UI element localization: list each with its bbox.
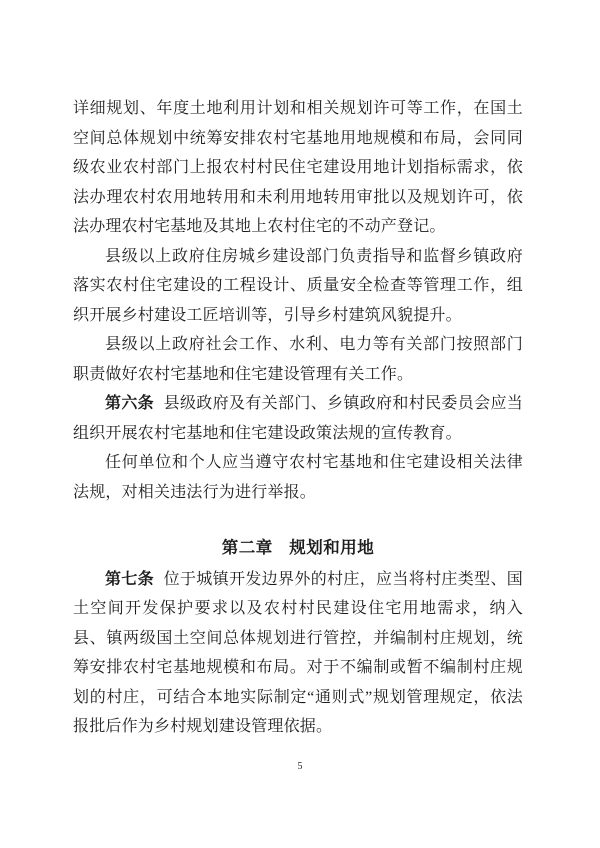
page-number: 5: [297, 761, 303, 772]
paragraph-article-7: [73, 565, 523, 742]
paragraph-continuation: 详细规划、年度土地利用计划和相关规划许可等工作，在国土空间总体规划中统筹安排农村宅基地用地规模和布局，会同同级农业农村部门上报农村村民住宅建设用地计划指标需求，依法办理农村农用地转用和未利用地转用审批以及规划许可，依法办理农村宅基地及其地上农村住宅的不动产登记。: [73, 100, 523, 235]
paragraph-reporting: 任何单位和个人应当遵守农村宅基地和住宅建设相关法律法规，对相关违法行为进行举报。: [73, 454, 523, 501]
article-6-label: 第六条: [105, 395, 155, 412]
chapter-heading: [73, 533, 523, 563]
document-body: [73, 94, 523, 742]
article-6-text: 县级政府及有关部门、乡镇政府和村民委员会应当组织开展农村宅基地和住宅建设政策法规的宣传教育。: [73, 395, 523, 442]
paragraph-other-depts: 县级以上政府社会工作、水利、电力等有关部门按照部门职责做好农村宅基地和住宅建设管理有关工作。: [73, 336, 523, 383]
paragraph-housing-dept: 县级以上政府住房城乡建设部门负责指导和监督乡镇政府落实农村住宅建设的工程设计、质量安全检查等管理工作，组织开展乡村建设工匠培训等，引导乡村建筑风貌提升。: [73, 247, 523, 324]
paragraph-article-6: [73, 389, 523, 448]
chapter-number: 第二章: [221, 538, 273, 557]
article-7-text: 位于城镇开发边界外的村庄，应当将村庄类型、国土空间开发保护要求以及农村村民建设住宅用地需求，纳入县、镇两级国土空间总体规划进行管控，并编制村庄规划，统筹安排农村宅基地规模和布局。对于不编制或暂不编制村庄规划的村庄，可结合本地实际制定“通则式”规划管理规定，依法报批后作为乡村规划建设管理依据。: [73, 570, 523, 735]
chapter-title: 规划和用地: [289, 538, 375, 557]
article-7-label: 第七条: [105, 570, 155, 588]
